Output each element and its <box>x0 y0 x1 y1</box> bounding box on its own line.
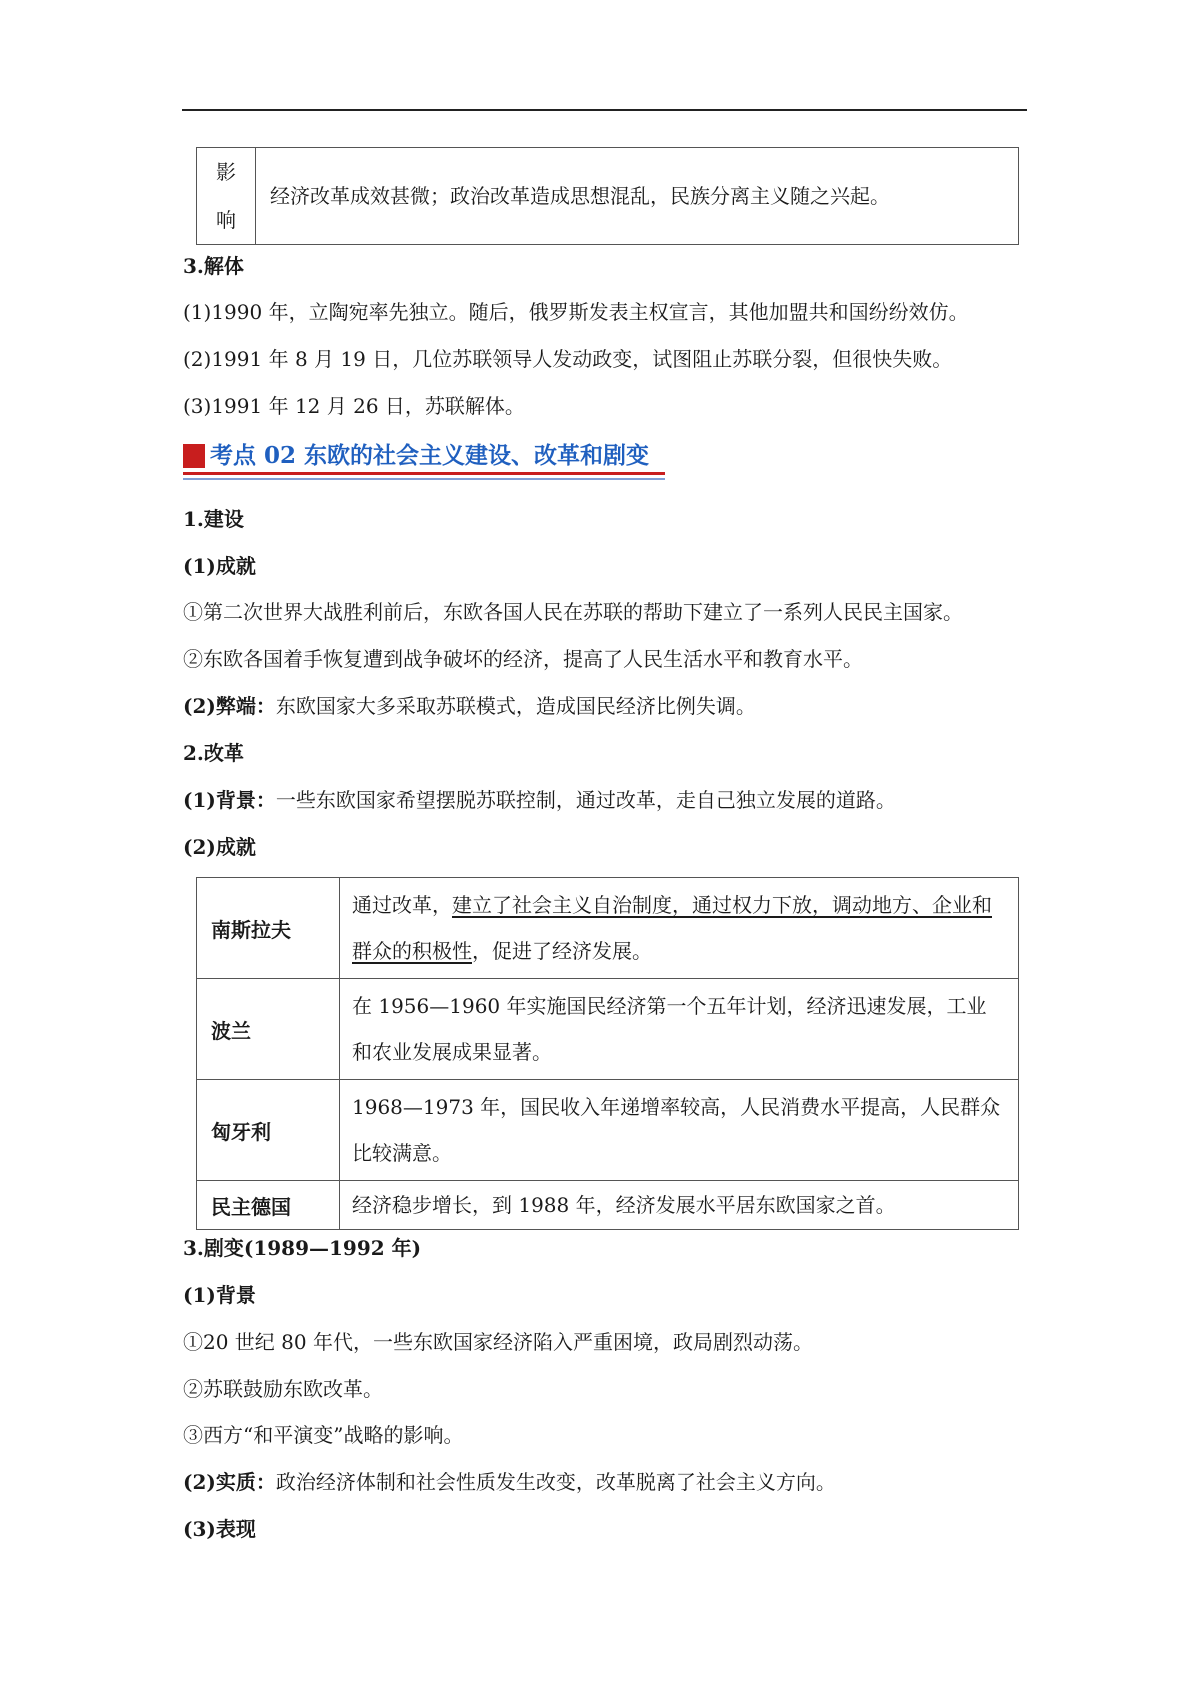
jianshe-sub2-text: 东欧国家大多采取苏联模式，造成国民经济比例失调。 <box>275 694 756 718</box>
influence-label-cell <box>197 148 256 245</box>
influence-text: 经济改革成效甚微；政治改革造成思想混乱，民族分离主义随之兴起。 <box>256 148 1019 245</box>
jubian-bg-item-1: ①20 世纪 80 年代，一些东欧国家经济陷入严重困境，政局剧烈动荡。 <box>183 1330 813 1354</box>
achievement-cell: 1968—1973 年，国民收入年递增率较高，人民消费水平提高，人民群众比较满意。 <box>340 1080 1019 1181</box>
achievement-post: ，促进了经济发展。 <box>472 939 652 963</box>
jieti-item-1: (1)1990 年，立陶宛率先独立。随后，俄罗斯发表主权宣言，其他加盟共和国纷纷效仿。 <box>183 300 969 324</box>
jianshe-item-2: ②东欧各国着手恢复遭到战争破坏的经济，提高了人民生活水平和教育水平。 <box>183 647 863 671</box>
jianshe-item-1: ①第二次世界大战胜利前后，东欧各国人民在苏联的帮助下建立了一系列人民民主国家。 <box>183 600 963 624</box>
jubian-essence <box>183 1468 836 1496</box>
kaodian-underline-blue <box>183 478 665 480</box>
influence-table <box>196 147 1019 245</box>
achievement-pre: 通过改革， <box>352 893 452 917</box>
influence-label-char-2: 响 <box>216 208 236 232</box>
section-title-jianshe: 1.建设 <box>183 507 244 531</box>
achievement-underlined: 建立了社会主义自治制度，通过权力下放，调动地方、企业和群众的积极性 <box>352 893 992 963</box>
gaige-background <box>183 786 896 814</box>
country-cell: 波兰 <box>197 979 340 1080</box>
jubian-bg-item-2: ②苏联鼓励东欧改革。 <box>183 1377 383 1401</box>
country-cell: 民主德国 <box>197 1181 340 1230</box>
influence-label-char-1: 影 <box>216 160 236 184</box>
table-row <box>197 979 1019 1080</box>
kaodian-underline-red <box>183 472 665 475</box>
gaige-background-text: 一些东欧国家希望摆脱苏联控制，通过改革，走自己独立发展的道路。 <box>275 788 896 812</box>
jubian-manifest-title: (3)表现 <box>183 1517 256 1541</box>
table-row <box>197 1181 1019 1230</box>
country-cell: 南斯拉夫 <box>197 878 340 979</box>
country-cell: 匈牙利 <box>197 1080 340 1181</box>
jieti-item-2: (2)1991 年 8 月 19 日，几位苏联领导人发动政变，试图阻止苏联分裂，但很快失败。 <box>183 347 953 371</box>
jubian-essence-label: (2)实质： <box>183 1470 276 1494</box>
jubian-background-title: (1)背景 <box>183 1283 256 1307</box>
jianshe-sub2-label: (2)弊端： <box>183 694 276 718</box>
table-row <box>197 148 1019 245</box>
jubian-essence-text: 政治经济体制和社会性质发生改变，改革脱离了社会主义方向。 <box>275 1470 836 1494</box>
achievement-cell: 在 1956—1960 年实施国民经济第一个五年计划，经济迅速发展，工业和农业发展成果显著。 <box>340 979 1019 1080</box>
section-title-jieti: 3.解体 <box>183 254 244 278</box>
table-row <box>197 1080 1019 1181</box>
section-title-jubian: 3.剧变(1989—1992 年) <box>183 1236 422 1260</box>
header-rule <box>182 109 1027 111</box>
kaodian-title: 考点 02 东欧的社会主义建设、改革和剧变 <box>210 442 650 469</box>
jianshe-sub2 <box>183 692 756 720</box>
gaige-background-label: (1)背景： <box>183 788 276 812</box>
jubian-bg-item-3: ③西方“和平演变”战略的影响。 <box>183 1423 464 1447</box>
section-title-gaige: 2.改革 <box>183 741 244 765</box>
section-marker-square <box>183 444 205 468</box>
gaige-achievements-title: (2)成就 <box>183 835 256 859</box>
achievement-cell: 经济稳步增长，到 1988 年，经济发展水平居东欧国家之首。 <box>340 1181 1019 1230</box>
table-row <box>197 878 1019 979</box>
jianshe-sub1-title: (1)成就 <box>183 554 256 578</box>
achievements-table <box>196 877 1019 1230</box>
jieti-item-3: (3)1991 年 12 月 26 日，苏联解体。 <box>183 394 525 418</box>
achievement-cell <box>340 878 1019 979</box>
